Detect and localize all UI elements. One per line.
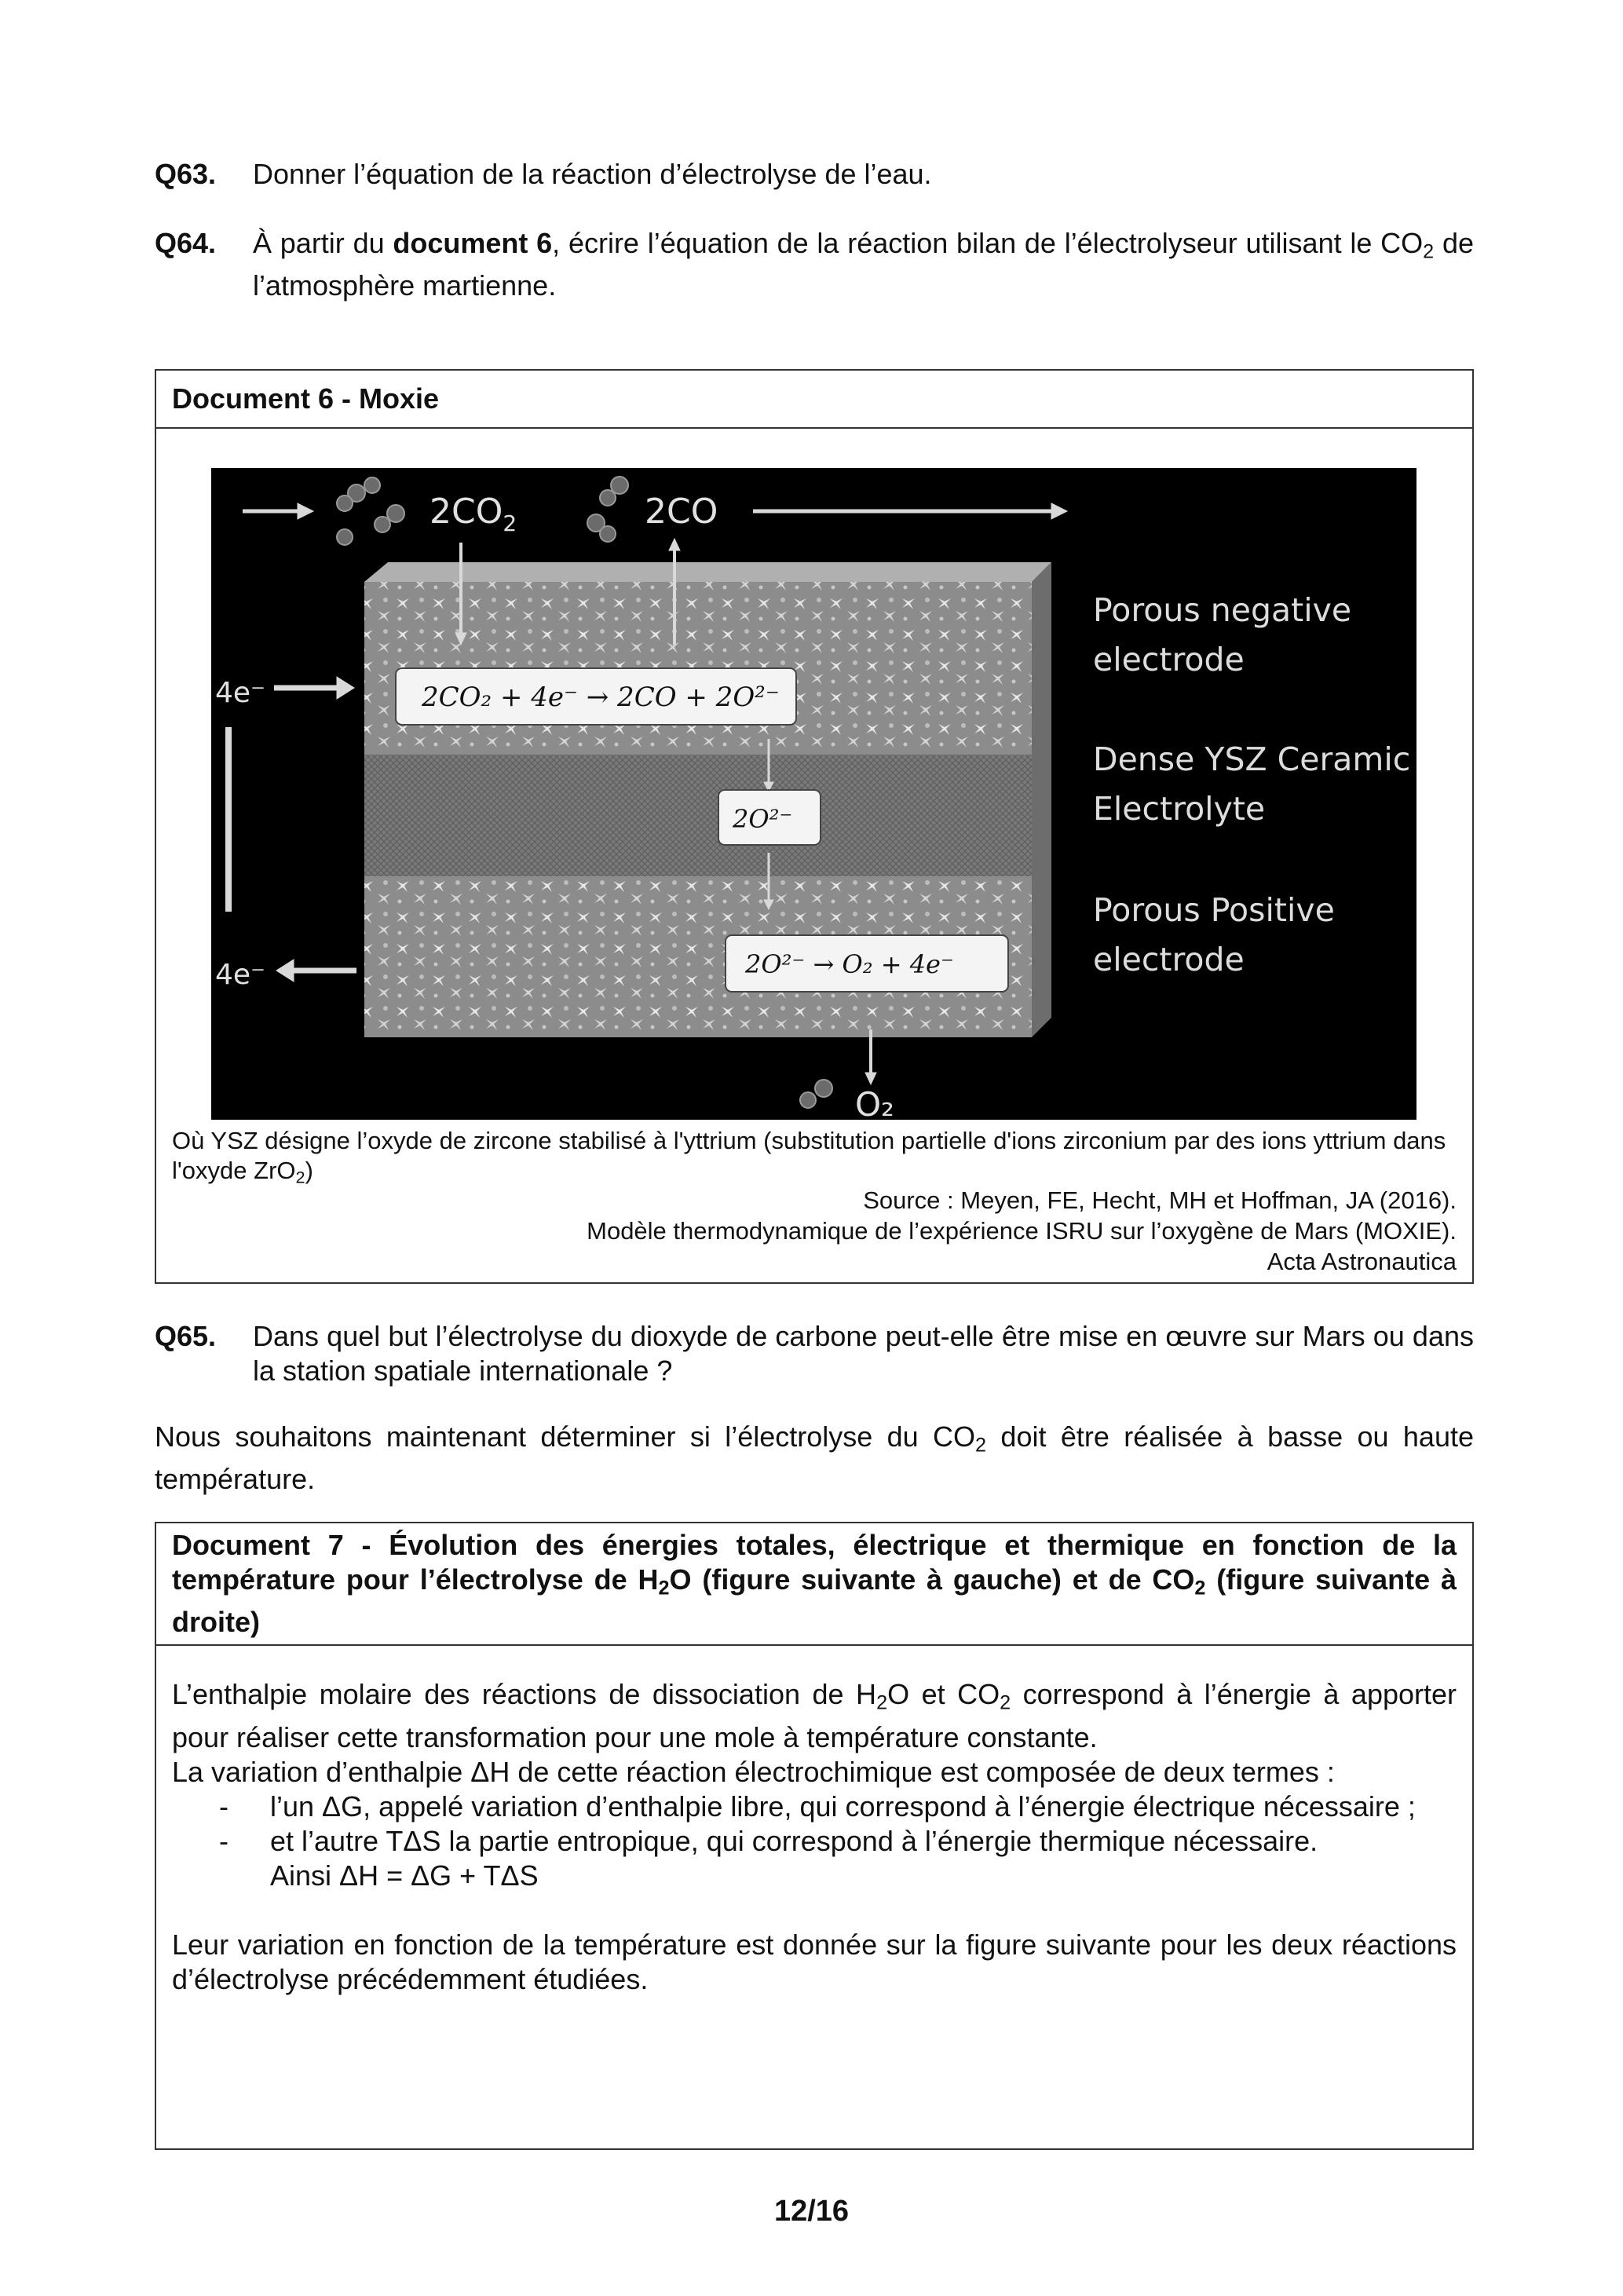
body-paragraph-2: La variation d’enthalpie ΔH de cette réaction électrochimique est composée de deux termes :	[172, 1755, 1335, 1788]
document-6-box	[155, 369, 1474, 1284]
text-run: À partir du	[253, 227, 393, 259]
text-run: , écrire l’équation de la réaction bilan de l’électrolyseur utilisant le CO	[552, 227, 1424, 259]
text-run: 2CO	[430, 492, 503, 532]
text-run: L’enthalpie molaire des réactions de dissociation de H	[172, 1678, 877, 1711]
list-item-text: l’un ΔG, appelé variation d’enthalpie libre, qui correspond à l’énergie électrique nécessaire ;	[270, 1790, 1416, 1823]
document-7-box	[155, 1522, 1474, 2150]
equation-top: 2CO₂ + 4e⁻ → 2CO + 2O²⁻	[422, 682, 780, 713]
source-line-2: Modèle thermodynamique de l’expérience ISRU sur l’oxygène de Mars (MOXIE).	[587, 1217, 1457, 1245]
layer-label-positive-a: Porous Positive	[1093, 891, 1335, 929]
oxygen-label: O₂	[855, 1085, 894, 1120]
text-run: Où YSZ désigne l’oxyde de zircone stabilisé à l'yttrium (substitution partielle d'ions zirconium par des ions yttrium dans l'oxyde ZrO	[172, 1127, 1446, 1184]
text-run: )	[305, 1157, 313, 1184]
formula-line: Ainsi ΔH = ΔG + TΔS	[270, 1859, 539, 1892]
text-run: Document 7 - Évolution des énergies totales, électrique et thermique en fonction de la température pour l’électrolyse de H	[172, 1529, 1457, 1596]
list-item-text: et l’autre TΔS la partie entropique, qui correspond à l’énergie thermique nécessaire.	[270, 1824, 1318, 1857]
equation-bottom: 2O²⁻ → O₂ + 4e⁻	[745, 949, 954, 979]
intro-paragraph	[155, 1420, 1474, 1497]
text-run: de l’atmosphère martienne.	[253, 227, 1474, 302]
body-paragraph-1	[172, 1677, 1457, 1754]
page-number: 12/16	[773, 2195, 850, 2228]
electrolysis-cell-illustration	[211, 468, 1416, 1120]
list-item	[172, 1824, 1457, 1859]
figure-caption	[172, 1126, 1457, 1192]
bold-text: document 6	[393, 227, 553, 259]
bullet-dash: -	[219, 1824, 228, 1857]
layer-label-negative-b: electrode	[1093, 641, 1245, 678]
layer-label-negative-a: Porous negative	[1093, 591, 1352, 629]
source-line-3: Acta Astronautica	[1267, 1248, 1457, 1275]
subscript: 2	[1000, 1691, 1011, 1714]
text-run: doit être réalisée à basse ou haute température.	[155, 1420, 1474, 1496]
document-title: Document 6 - Moxie	[156, 371, 1472, 429]
question-text: Donner l’équation de la réaction d’électrolyse de l’eau.	[253, 158, 932, 190]
text-run: O (figure suivante à gauche) et de CO	[669, 1563, 1195, 1596]
text-run: O et CO	[887, 1678, 1000, 1711]
layer-label-electrolyte-a: Dense YSZ Ceramic	[1093, 740, 1411, 778]
bullet-dash: -	[219, 1790, 228, 1823]
question-q64	[155, 226, 1474, 303]
subscript: 2	[658, 1577, 670, 1600]
subscript: 2	[975, 1434, 987, 1457]
subscript: 2	[876, 1691, 888, 1714]
question-number: Q63.	[155, 158, 217, 190]
subscript: 2	[295, 1167, 305, 1187]
electrons-out-label: 4e⁻	[215, 959, 266, 991]
source-line-1: Source : Meyen, FE, Hecht, MH et Hoffman, JA (2016).	[863, 1186, 1457, 1214]
output-gas-label: 2CO	[645, 492, 718, 532]
layer-label-positive-b: electrode	[1093, 941, 1245, 978]
moxie-diagram	[211, 468, 1416, 1120]
equation-middle: 2O²⁻	[733, 804, 793, 834]
list-item	[172, 1790, 1457, 1824]
layer-label-electrolyte-b: Electrolyte	[1093, 790, 1266, 828]
text-run: (figure suivante à droite)	[172, 1563, 1457, 1639]
subscript: 2	[1423, 240, 1435, 263]
question-q65	[155, 1319, 1474, 1388]
text-run: Nous souhaitons maintenant déterminer si l’électrolyse du CO	[155, 1420, 976, 1453]
question-text	[253, 226, 1474, 303]
question-q63	[155, 157, 1474, 192]
document-body	[156, 1646, 1472, 1996]
document-title	[156, 1523, 1472, 1646]
body-paragraph-3: Leur variation en fonction de la température est donnée sur la figure suivante pour les deux réactions d’électrolyse précédemment étudiées.	[172, 1928, 1457, 1995]
subscript: 2	[1194, 1577, 1206, 1600]
subscript: 2	[503, 510, 517, 536]
question-number: Q64.	[155, 227, 217, 259]
question-number: Q65.	[155, 1320, 217, 1352]
electrons-in-label: 4e⁻	[215, 677, 266, 709]
question-text: Dans quel but l’électrolyse du dioxyde de carbone peut-elle être mise en œuvre sur Mars ou dans la station spatiale internationale ?	[253, 1320, 1474, 1387]
text-run: correspond à l’énergie à apporter pour réaliser cette transformation pour une mole à température constante.	[172, 1678, 1457, 1753]
input-gas-label	[430, 492, 517, 536]
